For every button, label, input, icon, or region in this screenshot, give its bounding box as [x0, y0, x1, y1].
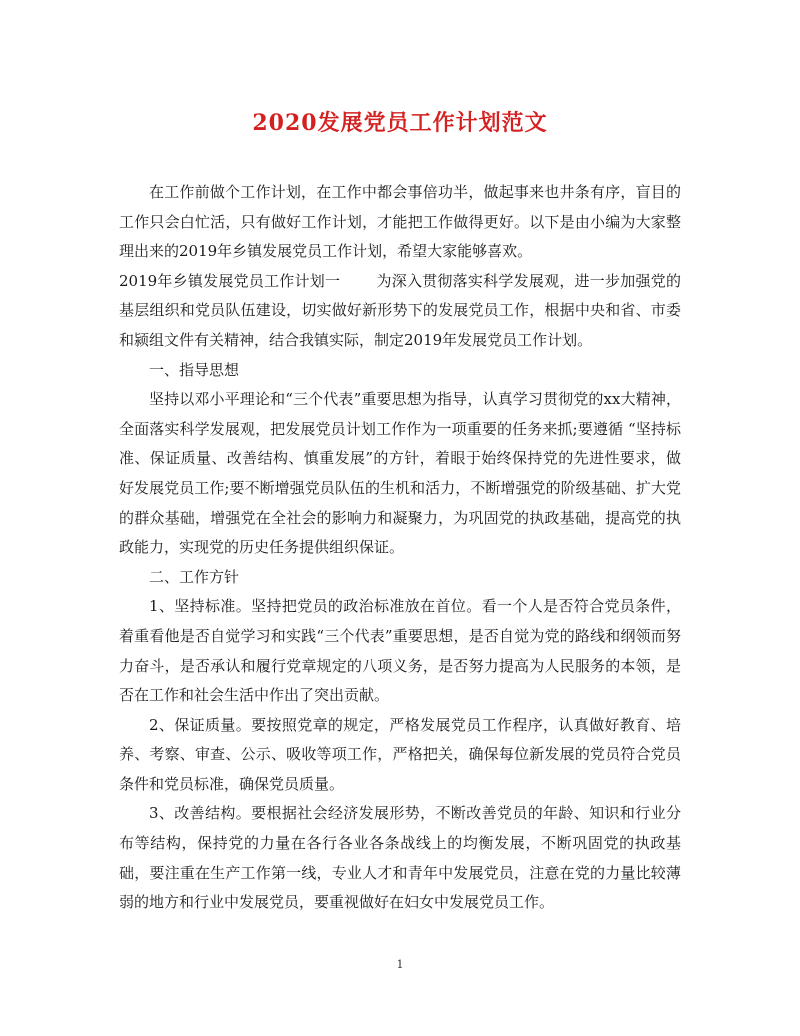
- plan-intro-text: 为深入贯彻落实科学发展观，进一步加强党的基层组织和党员队伍建设，切实做好新形势下的发展党员工作，根据中央和省、市委和颍组文件有关精神，结合我镇实际，制定2019年发展党员工作计划。: [119, 271, 681, 349]
- policy-item-standard: 1、坚持标准。坚持把党员的政治标准放在首位。看一个人是否符合党员条件，着重看他是否自觉学习和实践“三个代表”重要思想，是否自觉为党的路线和纲领而努力奋斗，是否承认和履行党章规定的八项义务，是否努力提高为人民服务的本领，是否在工作和社会生活中作出了突出贡献。: [119, 597, 681, 705]
- section-heading-work-policy: 二、工作方针: [149, 567, 240, 586]
- policy-item-structure: 3、改善结构。要根据社会经济发展形势，不断改善党员的年龄、知识和行业分布等结构，保持党的力量在各行各业各条战线上的均衡发展，不断巩固党的执政基础，要注重在生产工作第一线，专业人才和青年中发展党员，注意在党的力量比较薄弱的地方和行业中发展党员，要重视做好在妇女中发展党员工作。: [119, 804, 681, 912]
- plan-heading-inline: 2019年乡镇发展党员工作计划一: [119, 271, 341, 290]
- intro-paragraph: 在工作前做个工作计划，在工作中都会事倍功半，做起事来也井条有序，盲目的工作只会白忙活，只有做好工作计划，才能把工作做得更好。以下是由小编为大家整理出来的2019年乡镇发展党员工作计划，希望大家能够喜欢。: [119, 183, 681, 261]
- guiding-thought-paragraph: 坚持以邓小平理论和“三个代表”重要思想为指导，认真学习贯彻党的xx大精神，全面落实科学发展观，把发展党员计划工作作为一项重要的任务来抓;要遵循 “坚持标准、保证质量、改善结构、慎重发展”的方针，着眼于始终保持党的先进性要求，做好发展党员工作;要不断增强党员队伍的生机和活力，不断增强党的阶级基础、扩大党的群众基础，增强党在全社会的影响力和凝聚力，为巩固党的执政基础，提高党的执政能力，实现党的历史任务提供组织保证。: [119, 390, 681, 557]
- page-number: 1: [396, 958, 404, 971]
- plan-intro-paragraph: [119, 267, 681, 356]
- document-body: [119, 178, 681, 918]
- section-heading-guiding-thought: 一、指导思想: [149, 360, 240, 379]
- document-title: 2020发展党员工作计划范文: [252, 110, 548, 136]
- policy-item-quality: 2、保证质量。要按照党章的规定，严格发展党员工作程序，认真做好教育、培养、考察、审查、公示、吸收等项工作，严格把关，确保每位新发展的党员符合党员条件和党员标准，确保党员质量。: [119, 715, 681, 793]
